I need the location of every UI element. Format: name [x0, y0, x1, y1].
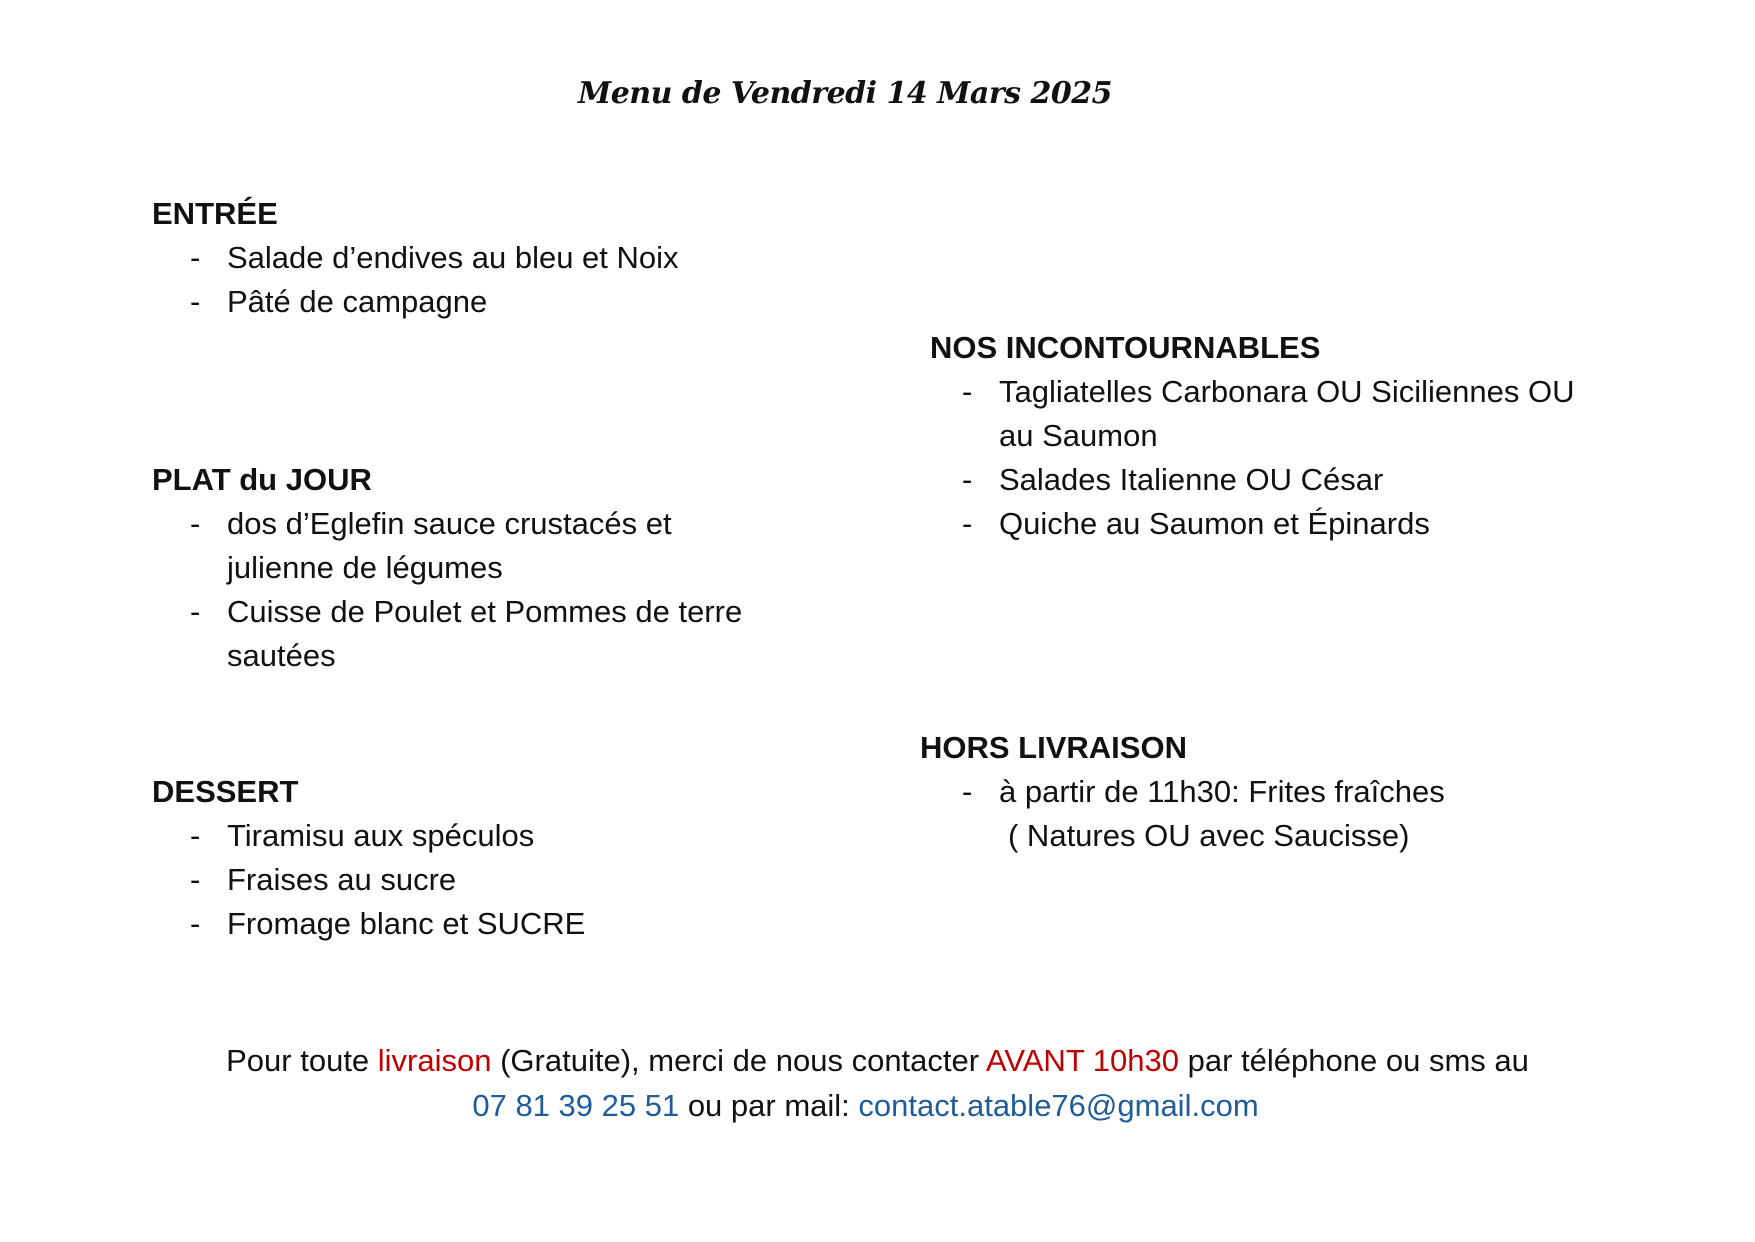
dash-bullet: - [962, 506, 973, 541]
dash-bullet: - [962, 374, 973, 409]
list-item [152, 814, 872, 858]
email-link[interactable]: contact.atable76@gmail.com [858, 1088, 1259, 1123]
item-text: dos d’Eglefin sauce crustacés et julienne de légumes [227, 506, 672, 585]
section-heading-entree: ENTRÉE [152, 196, 278, 231]
footer-contact [0, 1038, 1755, 1128]
dash-bullet: - [962, 774, 973, 809]
section-dessert [152, 770, 872, 946]
deadline-highlight: AVANT 10h30 [986, 1043, 1180, 1078]
section-incontournables [930, 326, 1650, 546]
footer-text: (Gratuite), merci de nous contacter [491, 1043, 986, 1078]
entree-list [152, 236, 872, 324]
list-item [924, 458, 1650, 502]
phone-number[interactable]: 07 81 39 25 51 [472, 1088, 680, 1123]
dash-bullet: - [190, 594, 201, 629]
section-heading-dessert: DESSERT [152, 774, 299, 809]
footer-text: par téléphone ou sms au [1179, 1043, 1529, 1078]
footer-text: Pour toute [226, 1043, 378, 1078]
item-text: Quiche au Saumon et Épinards [999, 506, 1430, 541]
section-entree [152, 192, 872, 324]
item-text: à partir de 11h30: Frites fraîches [999, 774, 1445, 809]
dessert-list [152, 814, 872, 946]
item-text: Fraises au sucre [227, 862, 457, 897]
list-item [924, 502, 1650, 546]
item-text: Salade d’endives au bleu et Noix [227, 240, 679, 275]
dash-bullet: - [190, 506, 201, 541]
list-item [924, 370, 1589, 458]
dash-bullet: - [190, 862, 201, 897]
item-text: Cuisse de Poulet et Pommes de terre sautées [227, 594, 743, 673]
item-text: Fromage blanc et SUCRE [227, 906, 586, 941]
footer-line-1 [0, 1038, 1755, 1083]
dash-bullet: - [190, 818, 201, 853]
list-item [152, 502, 787, 590]
dash-bullet: - [190, 906, 201, 941]
list-item [152, 236, 872, 280]
hors-livraison-note: ( Natures OU avec Saucisse) [1008, 818, 1410, 853]
section-plat [152, 458, 872, 678]
dash-bullet: - [190, 240, 201, 275]
list-item [152, 858, 872, 902]
plat-list [152, 502, 872, 678]
list-item [152, 280, 872, 324]
dash-bullet: - [190, 284, 201, 319]
incontournables-list [924, 370, 1650, 546]
footer-text: ou par mail: [679, 1088, 859, 1123]
menu-title: Menu de Vendredi 14 Mars 2025 [578, 76, 1112, 111]
section-heading-plat: PLAT du JOUR [152, 462, 372, 497]
list-item [152, 590, 787, 678]
item-text: Salades Italienne OU César [999, 462, 1384, 497]
section-heading-incontournables: NOS INCONTOURNABLES [930, 330, 1321, 365]
list-item [924, 770, 1650, 814]
item-text: Pâté de campagne [227, 284, 488, 319]
hors-livraison-list [924, 770, 1650, 814]
footer-line-2 [0, 1083, 1755, 1128]
section-hors-livraison [920, 726, 1650, 858]
item-text: Tagliatelles Carbonara OU Siciliennes OU au Saumon [999, 374, 1575, 453]
item-text: Tiramisu aux spéculos [227, 818, 535, 853]
dash-bullet: - [962, 462, 973, 497]
list-item [152, 902, 872, 946]
livraison-highlight: livraison [377, 1043, 492, 1078]
section-heading-hors-livraison: HORS LIVRAISON [920, 730, 1187, 765]
